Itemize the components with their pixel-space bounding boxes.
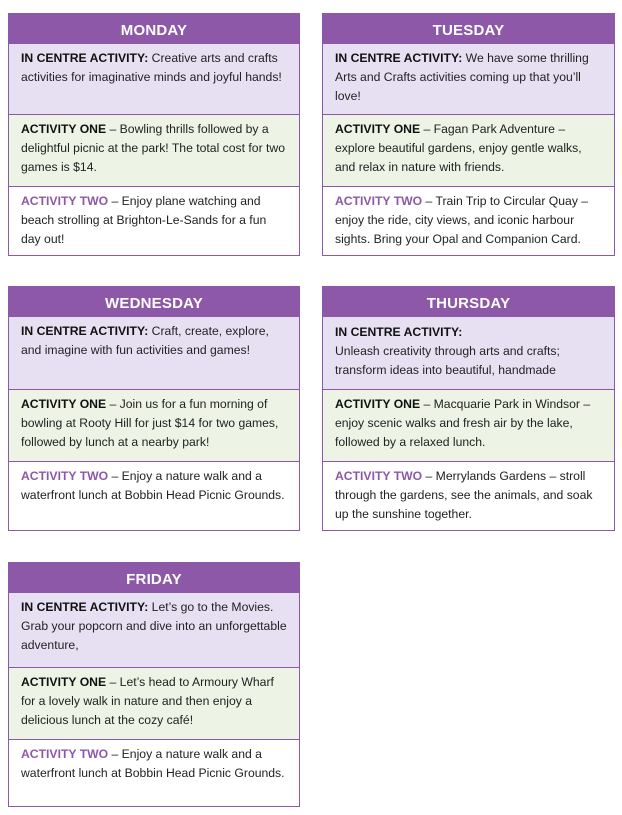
activity-text: – Fagan Park Adventure – explore beautiful gardens, enjoy gentle walks, and relax in nature with friends. — [335, 122, 582, 175]
activity-text: – Bowling thrills followed by a delightful picnic at the park! The total cost for two games is $14. — [21, 122, 285, 175]
activity-two — [9, 186, 299, 254]
activity-text: – Join us for a fun morning of bowling at Rooty Hill for just $14 for two games, followed by lunch at a nearby park! — [21, 397, 279, 450]
day-title: MONDAY — [9, 14, 299, 44]
activity-text: – Train Trip to Circular Quay – enjoy the ride, city views, and iconic harbour sights. Bring your Opal and Companion Card. — [335, 194, 589, 247]
day-title: TUESDAY — [323, 14, 614, 44]
activity-label: ACTIVITY ONE — [21, 675, 107, 689]
activity-two — [9, 739, 299, 805]
day-card-wednesday — [8, 286, 300, 531]
day-card-monday — [8, 13, 300, 256]
activity-text: Craft, create, explore, and imagine with fun activities and games! — [21, 324, 269, 358]
activity-one — [9, 389, 299, 461]
in-centre-activity — [323, 317, 614, 389]
activity-two — [323, 461, 614, 529]
day-title: FRIDAY — [9, 563, 299, 593]
activity-label: ACTIVITY TWO — [335, 469, 423, 483]
activity-label: IN CENTRE ACTIVITY: — [335, 325, 463, 339]
day-title: WEDNESDAY — [9, 287, 299, 317]
activity-two — [9, 461, 299, 529]
activity-text: Unleash creativity through arts and crafts; transform ideas into beautiful, handmade — [335, 344, 560, 378]
activity-text: – Merrylands Gardens – stroll through the gardens, see the animals, and soak up the sunshine together. — [335, 469, 593, 522]
activity-text: – Enjoy a nature walk and a waterfront lunch at Bobbin Head Picnic Grounds. — [21, 469, 285, 503]
in-centre-activity — [323, 44, 614, 114]
activity-one — [323, 114, 614, 186]
activity-label: IN CENTRE ACTIVITY: — [21, 324, 149, 338]
day-card-tuesday — [322, 13, 615, 256]
activity-label: IN CENTRE ACTIVITY: — [21, 600, 149, 614]
activity-text: – Enjoy a nature walk and a waterfront lunch at Bobbin Head Picnic Grounds. — [21, 747, 285, 781]
activity-label: ACTIVITY TWO — [21, 469, 109, 483]
in-centre-activity — [9, 593, 299, 667]
activity-text: We have some thrilling Arts and Crafts activities coming up that you’ll love! — [335, 51, 589, 104]
activity-two — [323, 186, 614, 254]
activity-label: IN CENTRE ACTIVITY: — [21, 51, 149, 65]
activity-one — [323, 389, 614, 461]
activity-one — [9, 114, 299, 186]
activity-text: – Macquarie Park in Windsor – enjoy scenic walks and fresh air by the lake, followed by a relaxed lunch. — [335, 397, 591, 450]
activity-text: Creative arts and crafts activities for imaginative minds and joyful hands! — [21, 51, 282, 85]
day-card-thursday — [322, 286, 615, 531]
day-title: THURSDAY — [323, 287, 614, 317]
activity-label: ACTIVITY ONE — [21, 397, 107, 411]
activity-label: IN CENTRE ACTIVITY: — [335, 51, 463, 65]
activity-label: ACTIVITY TWO — [21, 747, 109, 761]
activity-text: Let’s go to the Movies. Grab your popcorn and dive into an unforgettable adventure, — [21, 600, 287, 653]
activity-label: ACTIVITY TWO — [21, 194, 109, 208]
activity-one — [9, 667, 299, 739]
activity-text: – Enjoy plane watching and beach strolling at Brighton-Le-Sands for a fun day out! — [21, 194, 267, 247]
day-card-friday — [8, 562, 300, 807]
in-centre-activity — [9, 317, 299, 389]
in-centre-activity — [9, 44, 299, 114]
activity-text: – Let’s head to Armoury Wharf for a lovely walk in nature and then enjoy a delicious lunch at the cozy café! — [21, 675, 274, 728]
activity-label: ACTIVITY ONE — [335, 122, 421, 136]
activity-label: ACTIVITY ONE — [21, 122, 107, 136]
activity-label: ACTIVITY ONE — [335, 397, 421, 411]
activity-label: ACTIVITY TWO — [335, 194, 423, 208]
